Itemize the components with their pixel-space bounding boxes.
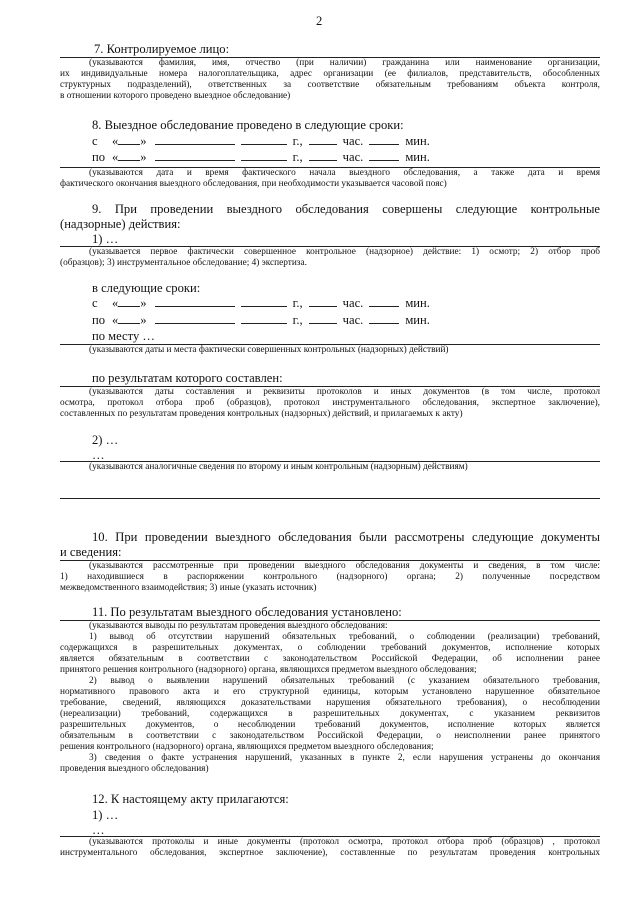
section-8-note-2: фактического окончания выездного обследования, при необходимости указывается часовой пояс)	[60, 179, 447, 189]
section-11-note-9: (нереализации) требований, содержащихся в разрешительных документах, с указанием реквизитов	[60, 709, 600, 719]
day-field[interactable]	[118, 134, 140, 145]
close-quote: »	[140, 296, 147, 310]
section-11-note-13: 3) сведения о факте устранения нарушений, указанных в пункте 2, если нарушения устранены до окончания	[89, 753, 600, 763]
hour-field[interactable]	[309, 313, 337, 324]
minute-label: мин.	[405, 134, 430, 148]
year-label: г.,	[292, 134, 303, 148]
section-7-note-4: в отношении которого проведено выездное обследование)	[60, 91, 291, 101]
from-label: с	[92, 296, 98, 310]
section-11-note-12: решения контрольного (надзорного) органа, являющихся предметом выездного обследования;	[60, 742, 434, 752]
section-11-note-14: проведения выездного обследования)	[60, 764, 209, 774]
section-9-note3-1: (указываются даты составления и реквизиты протоколов и иных документов (в том числе, протокол	[89, 387, 600, 397]
section-11-note-4: является обязательным в соответствии с законодательством Российской Федерации, об исполнении ранее	[60, 654, 600, 664]
close-quote: »	[140, 134, 147, 148]
minute-field[interactable]	[369, 134, 399, 145]
section-9-terms: в следующие сроки:	[92, 281, 201, 295]
hour-field[interactable]	[309, 134, 337, 145]
section-9-note3-3: составленных по результатам проведения контрольных (надзорных) действий, и прилагаемых к акту)	[60, 409, 463, 419]
section-9-result: по результатам которого составлен:	[92, 371, 283, 385]
section-10-title-2: и сведения:	[60, 545, 122, 559]
date-from-row	[92, 134, 430, 149]
date-to-row	[92, 150, 430, 165]
year-field[interactable]	[241, 150, 287, 161]
section-9-title-1: 9. При проведении выездного обследования совершены следующие контрольные	[92, 202, 600, 216]
section-9-note1-2: (образцов); 3) инструментальное обследование; 4) экспертиза.	[60, 258, 307, 268]
hour-label: час.	[342, 296, 364, 310]
close-quote: »	[140, 313, 147, 327]
day-field[interactable]	[118, 313, 140, 324]
date-from-row	[92, 296, 430, 311]
minute-field[interactable]	[369, 150, 399, 161]
day-field[interactable]	[118, 150, 140, 161]
section-8-title: 8. Выездное обследование проведено в следующие сроки:	[92, 118, 404, 132]
page-number: 2	[316, 14, 323, 28]
section-9-item-1: 1) …	[92, 232, 119, 246]
hour-field[interactable]	[309, 150, 337, 161]
section-9-title-2: (надзорные) действия:	[60, 217, 181, 231]
section-10-note-3: межведомственного взаимодействия; 3) иные (указать источник)	[60, 583, 317, 593]
open-quote: «	[112, 296, 119, 310]
month-field[interactable]	[155, 296, 235, 307]
section-7-title: 7. Контролируемое лицо:	[94, 42, 230, 56]
section-11-note-2: 1) вывод об отсутствии нарушений обязательных требований, о соблюдении (реализации) требований,	[89, 632, 600, 642]
section-10-title-1: 10. При проведении выездного обследования были рассмотрены следующие документы	[92, 530, 600, 544]
section-12-ellipsis: …	[92, 823, 105, 837]
section-12-title: 12. К настоящему акту прилагаются:	[92, 792, 289, 806]
minute-label: мин.	[405, 150, 430, 164]
section-11-note-8: требование, сведений, являющихся доказательствами нарушения обязательного требования), о несоблюдении	[60, 698, 600, 708]
month-field[interactable]	[155, 313, 235, 324]
close-quote: »	[140, 150, 147, 164]
month-field[interactable]	[155, 150, 235, 161]
from-label: с	[92, 134, 98, 148]
section-12-note-2: инструментального обследования, экспертное заключение), составленные по результатам проведения контрольных	[60, 848, 600, 858]
minute-field[interactable]	[369, 296, 399, 307]
to-label: по	[92, 150, 106, 164]
year-label: г.,	[292, 313, 303, 327]
section-11-title: 11. По результатам выездного обследования установлено:	[92, 605, 402, 619]
year-field[interactable]	[241, 313, 287, 324]
section-9-note1-1: (указывается первое фактически совершенное контрольное (надзорное) действие: 1) осмотр; 2) отбор проб	[89, 247, 600, 257]
hour-label: час.	[342, 150, 364, 164]
section-9-item-2: 2) …	[92, 433, 119, 447]
field-line	[60, 498, 600, 499]
date-to-row	[92, 313, 430, 328]
month-field[interactable]	[155, 134, 235, 145]
to-label: по	[92, 313, 106, 327]
open-quote: «	[112, 313, 119, 327]
hour-field[interactable]	[309, 296, 337, 307]
minute-field[interactable]	[369, 313, 399, 324]
section-11-note-10: разрешительных документов, о несоблюдении требований документов, исполнение которых является	[60, 720, 600, 730]
minute-label: мин.	[405, 296, 430, 310]
section-9-note3-2: осмотра, протокол отбора проб (образцов), протокол инструментального обследования, экспертное заключение),	[60, 398, 600, 408]
year-field[interactable]	[241, 296, 287, 307]
section-11-note-11: обязательным в соответствии с законодательством Российской Федерации, о неисполнении ранее принятого	[60, 731, 600, 741]
section-9-ellipsis: …	[92, 448, 105, 462]
section-11-note-1: (указываются выводы по результатам проведения выездного обследования:	[89, 621, 388, 631]
section-10-note-2: 1) находившиеся в распоряжении контрольного (надзорного) органа; 2) полученные посредством	[60, 572, 600, 582]
minute-label: мин.	[405, 313, 430, 327]
year-label: г.,	[292, 150, 303, 164]
year-label: г.,	[292, 296, 303, 310]
section-7-note-1: (указываются фамилия, имя, отчество (при наличии) гражданина или наименование организации,	[89, 58, 600, 68]
section-10-note-1: (указываются рассмотренные при проведении выездного обследования документы и сведения, в том числе:	[89, 561, 600, 571]
section-9-note2: (указываются даты и места фактически совершенных контрольных (надзорных) действий)	[89, 345, 449, 355]
open-quote: «	[112, 150, 119, 164]
section-8-note-1: (указываются дата и время фактического начала выездного обследования, а также дата и время	[89, 168, 600, 178]
section-11-note-6: 2) вывод о выявлении нарушений обязательных требований (с указанием обязательного требования,	[89, 676, 600, 686]
section-12-item-1: 1) …	[92, 808, 119, 822]
section-9-note4: (указываются аналогичные сведения по второму и иным контрольным (надзорным) действиям)	[89, 462, 468, 472]
section-11-note-7: нормативного правового акта и его структурной единицы, которым установлено нарушенное обязательное	[60, 687, 600, 697]
section-7-note-3: структурных подразделений), ответственных за соответствие обязательным требованиям объекта контроля,	[60, 80, 600, 90]
hour-label: час.	[342, 313, 364, 327]
hour-label: час.	[342, 134, 364, 148]
section-9-place: по месту …	[92, 329, 156, 343]
year-field[interactable]	[241, 134, 287, 145]
section-11-note-3: содержащихся в разрешительных документах, о соблюдении требований документов, исполнение которых	[60, 643, 600, 653]
section-12-note-1: (указываются протоколы и иные документы (протокол осмотра, протокол отбора проб (образцов) , протокол	[89, 837, 600, 847]
section-7-note-2: их индивидуальные номера налогоплательщика, адрес организации (ее филиалов, представительств, обособленных	[60, 69, 600, 79]
section-11-note-5: принятого решения контрольного (надзорного) органа, являющихся предметом выездного обследования;	[60, 665, 477, 675]
day-field[interactable]	[118, 296, 140, 307]
open-quote: «	[112, 134, 119, 148]
